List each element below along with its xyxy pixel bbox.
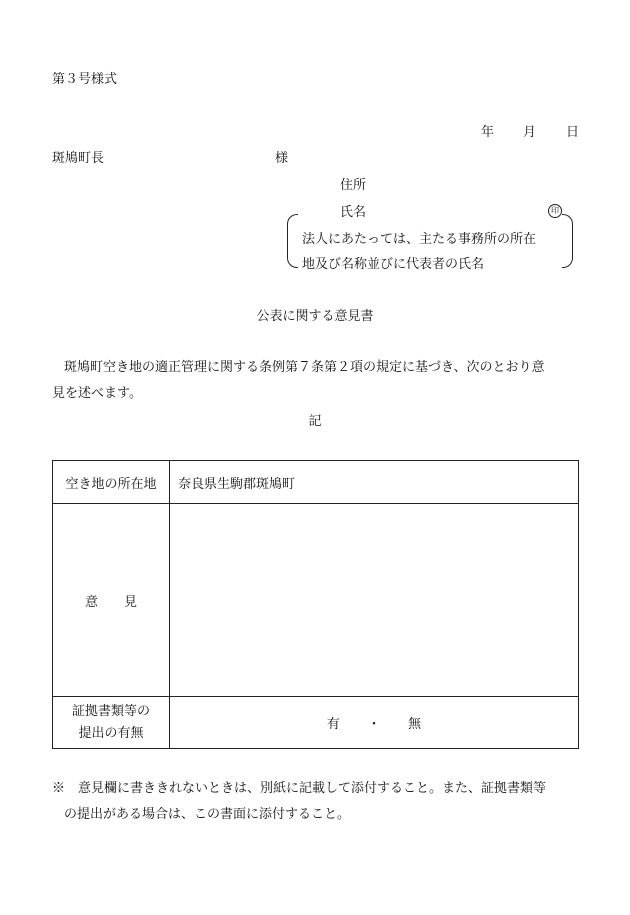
date-month-label: 月: [523, 125, 537, 140]
note-line1: ※ 意見欄に書ききれないときは、別紙に記載して添付すること。また、証拠書類等: [52, 781, 547, 796]
location-value: 奈良県生駒郡斑鳩町: [170, 461, 579, 504]
left-bracket: [287, 214, 298, 268]
form-number: 第３号様式: [52, 72, 118, 87]
date-year-label: 年: [481, 125, 495, 140]
evidence-choice: [170, 697, 579, 749]
evidence-separator: ・: [367, 717, 381, 732]
date-day-label: 日: [566, 125, 580, 140]
name-label: 氏名: [340, 205, 367, 220]
honorific: 様: [275, 151, 289, 166]
table-row: [53, 504, 579, 697]
evidence-label-line1: 証拠書類等の: [71, 703, 150, 719]
opinion-label: 意 見: [53, 504, 170, 697]
right-bracket: [562, 214, 573, 268]
body-text-line2: 見を述べます。: [52, 386, 142, 401]
location-label: 空き地の所在地: [53, 461, 170, 504]
evidence-label: [53, 697, 170, 749]
table-row: [53, 697, 579, 749]
document-title: 公表に関する意見書: [256, 309, 374, 324]
address-label: 住所: [340, 178, 367, 193]
opinion-table: [52, 460, 579, 749]
body-text-line1: 斑鳩町空き地の適正管理に関する条例第７条第２項の規定に基づき、次のとおり意: [64, 360, 545, 375]
seal-icon: 印: [548, 204, 562, 218]
corporate-note-line2: 地及び名称並びに代表者の氏名: [302, 257, 485, 272]
ki-heading: 記: [308, 414, 322, 429]
addressee: 斑鳩町長: [52, 151, 105, 166]
note-line2: の提出がある場合は、この書面に添付すること。: [64, 807, 351, 822]
opinion-field[interactable]: [170, 504, 579, 697]
corporate-note-line1: 法人にあたっては、主たる事務所の所在: [302, 232, 537, 247]
table-row: [53, 461, 579, 504]
evidence-no-option[interactable]: 無: [408, 717, 422, 732]
evidence-yes-option[interactable]: 有: [326, 717, 340, 732]
evidence-label-line2: 提出の有無: [78, 725, 144, 741]
